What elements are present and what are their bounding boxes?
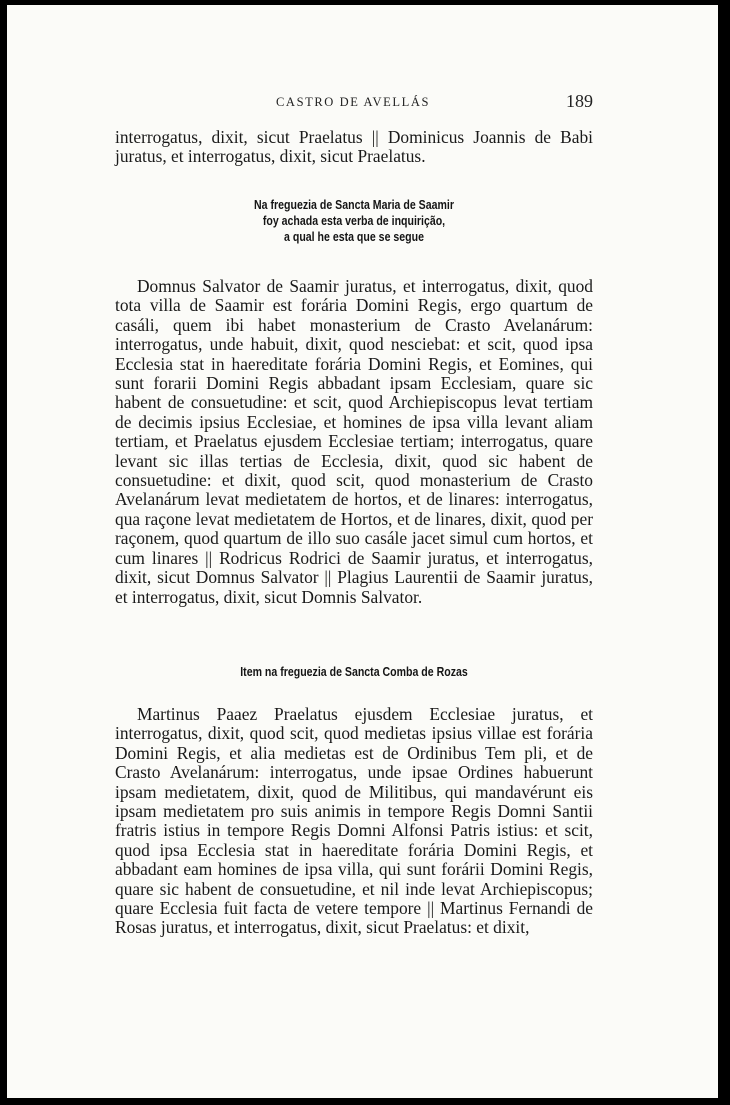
- heading-line: Item na freguezia de Sancta Comba de Rozas: [240, 665, 468, 679]
- paragraph-saamir-testimony: Domnus Salvator de Saamir juratus, et interrogatus, dixit, quod tota villa de Saamir est forária Domini Regis, ergo quartum de casáli, quem ibi habet monasterium de Crasto Avelanárum: interrogatus, unde habuit, dixit, quod nesciebat: et scit, quod ipsa Ecclesia stat in haereditate forária Domini Regis, et Eomines, qui sunt forarii Domini Regis abbadant ipsam Ecclesiam, quare sic habent de consuetudine: et scit, quod Archiepiscopus levat tertiam de decimis ipsius Ecclesiae, et homines de ipsa villa levant aliam tertiam, et Praelatus ejusdem Ecclesiae tertiam; interrogatus, quare levant sic illas tertias de Ecclesia, dixit, quod sic habent de consuetudine: et dixit, quod scit, quod monasterium de Crasto Avelanárum levat medietatem de hortos, et de linares: interrogatus, qua raçone levat medietatem de Hortos, et de linares, dixit, quod per raçonem, quod quartum de illo suo casále jacet simul cum hortos, et cum linares || Rodricus Rodrici de Saamir juratus, et interrogatus, dixit, sicut Domnus Salvator || Plagius Laurentii de Saamir juratus, et interrogatus, dixit, sicut Domnis Salvator.: [115, 276, 593, 607]
- section-heading-rozas: [153, 665, 555, 681]
- page-number: 189: [566, 91, 593, 111]
- paragraph-rozas-testimony: Martinus Paaez Praelatus ejusdem Ecclesiae juratus, et interrogatus, dixit, quod scit, quod medietas ipsius villae est forária Domini Regis, et alia medietas est de Ordinibus Tem pli, et de Crasto Avelanárum: interrogatus, unde ipsae Ordines habuerunt ipsam medietatem, dixit, quod de Militibus, qui mandavérunt eis ipsam medietatem pro suis animis in tempore Regis Domni Santii fratris istius in tempore Regis Domni Alfonsi Patris istius: et scit, quod ipsa Ecclesia stat in haereditate forária Domini Regis, et abbadant eam homines de ipsa villa, qui sunt forárii Domini Regis, quare sic habent de consuetudine, et nil inde levat Archiepiscopus; quare Ecclesia fuit facta de vetere tempore || Martinus Fernandi de Rosas juratus, et interrogatus, dixit, sicut Praelatus: et dixit,: [115, 704, 593, 938]
- running-title: CASTRO DE AVELLÁS: [276, 95, 431, 109]
- book-page: [7, 5, 718, 1098]
- heading-line: foy achada esta verba de inquirição,: [262, 213, 446, 228]
- heading-line: a qual he esta que se segue: [284, 229, 424, 244]
- heading-line: Na freguezia de Sancta Maria de Saamir: [254, 198, 454, 212]
- paragraph-continuation: interrogatus, dixit, sicut Praelatus || Dominicus Joannis de Babi juratus, et interrogatus, dixit, sicut Praelatus.: [115, 127, 593, 167]
- running-head: [115, 93, 593, 115]
- section-heading-saamir: [153, 198, 555, 245]
